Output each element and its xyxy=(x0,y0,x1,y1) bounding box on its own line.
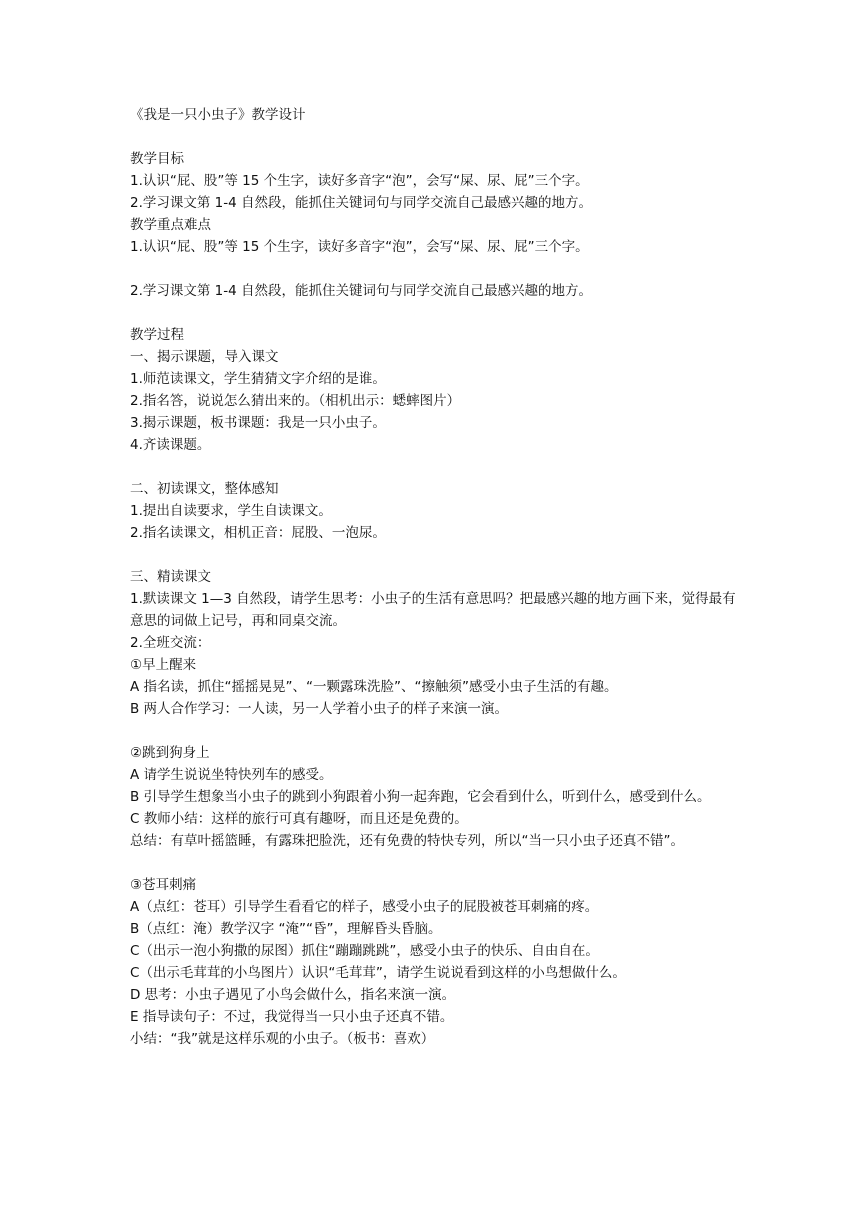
sub3-summary: 小结：“我”就是这样乐观的小虫子。（板书：喜欢） xyxy=(130,1031,435,1047)
key-point-item: 1.认识“屁、股”等 15 个生字，读好多音字“泡”，会写“屎、尿、屁”三个字。 xyxy=(130,239,589,255)
objectives-heading: 教学目标 xyxy=(130,151,184,167)
part1-item: 4.齐读课题。 xyxy=(130,437,211,453)
part1-item: 3.揭示课题，板书课题：我是一只小虫子。 xyxy=(130,415,386,431)
process-heading: 教学过程 xyxy=(130,327,184,343)
objective-item: 2.学习课文第 1-4 自然段，能抓住关键词句与同学交流自己最感兴趣的地方。 xyxy=(130,195,593,211)
sub2-item: A 请学生说说坐特快列车的感受。 xyxy=(130,767,333,783)
sub3-item: C（出示一泡小狗撒的尿图）抓住“蹦蹦跳跳”，感受小虫子的快乐、自由自在。 xyxy=(130,943,599,959)
sub2-summary: 总结：有草叶摇篮睡，有露珠把脸洗，还有免费的特快专列，所以“当一只小虫子还真不错”。 xyxy=(130,833,684,849)
sub3-item: A（点红：苍耳）引导学生看看它的样子，感受小虫子的屁股被苍耳刺痛的疼。 xyxy=(130,899,599,915)
key-points-heading: 教学重点难点 xyxy=(130,217,211,233)
sub1-item: A 指名读，抓住“摇摇晃晃”、“一颗露珠洗脸”、“擦触须”感受小虫子生活的有趣。 xyxy=(130,679,618,695)
key-point-item: 2.学习课文第 1-4 自然段，能抓住关键词句与同学交流自己最感兴趣的地方。 xyxy=(130,283,593,299)
document-title: 《我是一只小虫子》教学设计 xyxy=(130,107,306,123)
part3-item: 2.全班交流： xyxy=(130,635,211,651)
sub3-item: B（点红：淹）教学汉字 “淹”“昏”，理解昏头昏脑。 xyxy=(130,921,442,937)
sub3-item: D 思考：小虫子遇见了小鸟会做什么，指名来演一演。 xyxy=(130,987,456,1003)
sub3-item: C（出示毛茸茸的小鸟图片）认识“毛茸茸”，请学生说说看到这样的小鸟想做什么。 xyxy=(130,965,626,981)
sub1-item: B 两人合作学习：一人读，另一人学着小虫子的样子来演一演。 xyxy=(130,701,509,717)
objective-item: 1.认识“屁、股”等 15 个生字，读好多音字“泡”，会写“屎、尿、屁”三个字。 xyxy=(130,173,589,189)
document-page xyxy=(130,104,740,1050)
part2-heading: 二、初读课文，整体感知 xyxy=(130,481,279,497)
sub2-heading: ②跳到狗身上 xyxy=(130,745,210,761)
part1-item: 1.师范读课文，学生猜猜文字介绍的是谁。 xyxy=(130,371,386,387)
part3-heading: 三、精读课文 xyxy=(130,569,211,585)
sub3-item: E 指导读句子：不过，我觉得当一只小虫子还真不错。 xyxy=(130,1009,454,1025)
sub2-item: B 引导学生想象当小虫子的跳到小狗跟着小狗一起奔跑，它会看到什么，听到什么，感受到什么。 xyxy=(130,789,711,805)
sub1-heading: ①早上醒来 xyxy=(130,657,197,673)
part3-item: 1.默读课文 1—3 自然段，请学生思考：小虫子的生活有意思吗？把最感兴趣的地方画下来，觉得最有意思的词做上记号，再和同桌交流。 xyxy=(130,591,736,629)
part2-item: 2.指名读课文，相机正音：屁股、一泡尿。 xyxy=(130,525,386,541)
sub3-heading: ③苍耳刺痛 xyxy=(130,877,197,893)
part1-heading: 一、揭示课题，导入课文 xyxy=(130,349,279,365)
part1-item: 2.指名答，说说怎么猜出来的。（相机出示：蟋蟀图片） xyxy=(130,393,461,409)
part2-item: 1.提出自读要求，学生自读课文。 xyxy=(130,503,332,519)
sub2-item: C 教师小结：这样的旅行可真有趣呀，而且还是免费的。 xyxy=(130,811,468,827)
